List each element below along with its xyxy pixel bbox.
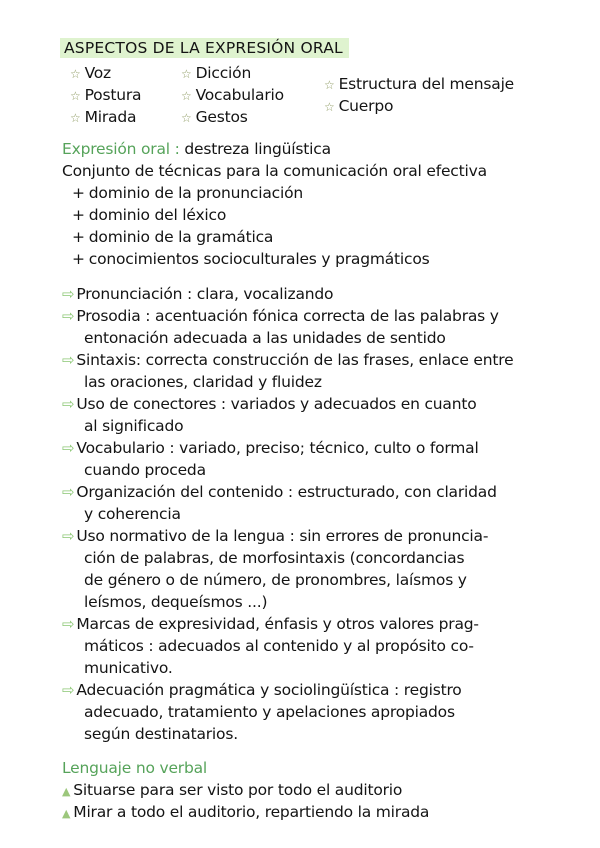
point-item: ⇨ Uso de conectores : variados y adecuados en cuanto bbox=[62, 395, 477, 413]
point-continuation: de género o de número, de pronombres, laísmos y bbox=[84, 571, 467, 589]
arrow-icon: ⇨ bbox=[62, 351, 75, 369]
aspect-item: ☆ Mirada bbox=[70, 108, 137, 126]
aspect-item: ☆ Gestos bbox=[181, 108, 248, 126]
star-icon: ☆ bbox=[324, 78, 335, 92]
definition-term: Expresión oral : bbox=[62, 140, 180, 158]
arrow-icon: ⇨ bbox=[62, 285, 75, 303]
definition-line: Conjunto de técnicas para la comunicación oral efectiva bbox=[62, 162, 487, 180]
triangle-icon: ▲ bbox=[62, 785, 71, 798]
point-item: ⇨ Adecuación pragmática y sociolingüística : registro bbox=[62, 681, 462, 699]
point-continuation: ción de palabras, de morfosintaxis (concordancias bbox=[84, 549, 465, 567]
definition-heading: Expresión oral : destreza lingüística bbox=[62, 140, 331, 158]
point-item: ⇨ Organización del contenido : estructurado, con claridad bbox=[62, 483, 497, 501]
point-continuation: adecuado, tratamiento y apelaciones apropiados bbox=[84, 703, 455, 721]
point-item: ⇨ Sintaxis: correcta construcción de las frases, enlace entre bbox=[62, 351, 514, 369]
star-icon: ☆ bbox=[181, 111, 192, 125]
star-icon: ☆ bbox=[70, 111, 81, 125]
definition-item: + conocimientos socioculturales y pragmáticos bbox=[72, 250, 430, 268]
point-continuation: y coherencia bbox=[84, 505, 181, 523]
point-item: ⇨ Vocabulario : variado, preciso; técnico, culto o formal bbox=[62, 439, 479, 457]
star-icon: ☆ bbox=[70, 67, 81, 81]
point-continuation: según destinatarios. bbox=[84, 725, 238, 743]
point-continuation: máticos : adecuados al contenido y al propósito co- bbox=[84, 637, 474, 655]
aspect-item: ☆ Postura bbox=[70, 86, 142, 104]
point-continuation: leísmos, dequeísmos ...) bbox=[84, 593, 268, 611]
aspect-item: ☆ Dicción bbox=[181, 64, 252, 82]
triangle-icon: ▲ bbox=[62, 807, 71, 820]
star-icon: ☆ bbox=[181, 67, 192, 81]
definition-item: + dominio de la gramática bbox=[72, 228, 274, 246]
arrow-icon: ⇨ bbox=[62, 527, 75, 545]
point-item: ⇨ Prosodia : acentuación fónica correcta de las palabras y bbox=[62, 307, 499, 325]
aspect-item: ☆ Vocabulario bbox=[181, 86, 284, 104]
arrow-icon: ⇨ bbox=[62, 307, 75, 325]
star-icon: ☆ bbox=[70, 89, 81, 103]
arrow-icon: ⇨ bbox=[62, 439, 75, 457]
star-icon: ☆ bbox=[181, 89, 192, 103]
point-continuation: entonación adecuada a las unidades de sentido bbox=[84, 329, 446, 347]
aspect-item: ☆ Voz bbox=[70, 64, 111, 82]
nonverbal-heading: Lenguaje no verbal bbox=[62, 759, 208, 777]
point-item: ⇨ Marcas de expresividad, énfasis y otros valores prag- bbox=[62, 615, 479, 633]
star-icon: ☆ bbox=[324, 100, 335, 114]
point-item: ⇨ Uso normativo de la lengua : sin errores de pronuncia- bbox=[62, 527, 489, 545]
arrow-icon: ⇨ bbox=[62, 395, 75, 413]
aspect-item: ☆ Cuerpo bbox=[324, 97, 394, 115]
nonverbal-item: ▲ Situarse para ser visto por todo el auditorio bbox=[62, 781, 403, 799]
point-continuation: cuando proceda bbox=[84, 461, 206, 479]
point-continuation: al significado bbox=[84, 417, 184, 435]
definition-item: + dominio del léxico bbox=[72, 206, 227, 224]
page-title: ASPECTOS DE LA EXPRESIÓN ORAL bbox=[60, 38, 349, 58]
nonverbal-item: ▲ Mirar a todo el auditorio, repartiendo la mirada bbox=[62, 803, 430, 821]
point-item: ⇨ Pronunciación : clara, vocalizando bbox=[62, 285, 334, 303]
point-continuation: municativo. bbox=[84, 659, 173, 677]
arrow-icon: ⇨ bbox=[62, 483, 75, 501]
point-continuation: las oraciones, claridad y fluidez bbox=[84, 373, 322, 391]
arrow-icon: ⇨ bbox=[62, 681, 75, 699]
aspect-item: ☆ Estructura del mensaje bbox=[324, 75, 515, 93]
definition-item: + dominio de la pronunciación bbox=[72, 184, 303, 202]
arrow-icon: ⇨ bbox=[62, 615, 75, 633]
